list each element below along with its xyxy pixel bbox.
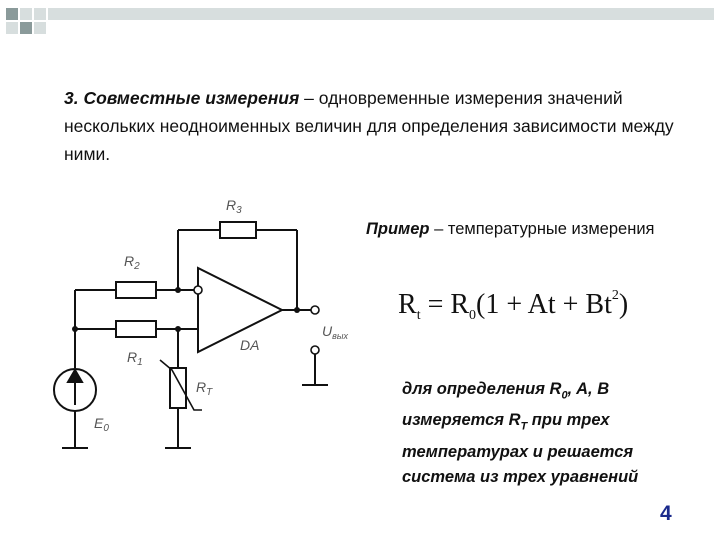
thermistor-rt xyxy=(170,368,186,408)
label-da: DA xyxy=(240,337,260,353)
formula-rt: R xyxy=(398,289,417,320)
resistor-r3 xyxy=(220,222,256,238)
definition-body: – одновременные измерения значений нескольких неодноименных величин для определения зависимости между ними. xyxy=(64,88,674,164)
formula-close: ) xyxy=(618,289,629,320)
label-e0: $E_0$ xyxy=(94,415,109,434)
resistor-r2 xyxy=(116,282,156,298)
label-r1: $R_1$ xyxy=(127,349,143,368)
note-text: для определения $R_0$, A, B измеряется $R_T$ при трех температурах и решается система из трех уравнений xyxy=(402,380,639,486)
label-r3: $R_3$ xyxy=(226,197,242,216)
formula-0-sub: 0 xyxy=(469,308,477,323)
formula-t-sub: t xyxy=(416,308,421,323)
formula-sup: 2 xyxy=(611,288,619,303)
formula xyxy=(398,288,628,324)
resistor-r1 xyxy=(116,321,156,337)
formula-eq: = R xyxy=(420,289,470,320)
formula-body: (1 + At + Bt xyxy=(476,289,612,320)
label-r2: $R_2$ xyxy=(124,253,140,272)
page-number: 4 xyxy=(660,502,672,525)
example-text xyxy=(366,220,654,239)
label-uout: $U_{вых}$ xyxy=(322,323,348,341)
definition-title: 3. Совместные измерения xyxy=(64,88,300,108)
example-body: – температурные измерения xyxy=(429,220,655,238)
label-rt: $R_T$ xyxy=(196,379,213,398)
example-title: Пример xyxy=(366,220,430,238)
